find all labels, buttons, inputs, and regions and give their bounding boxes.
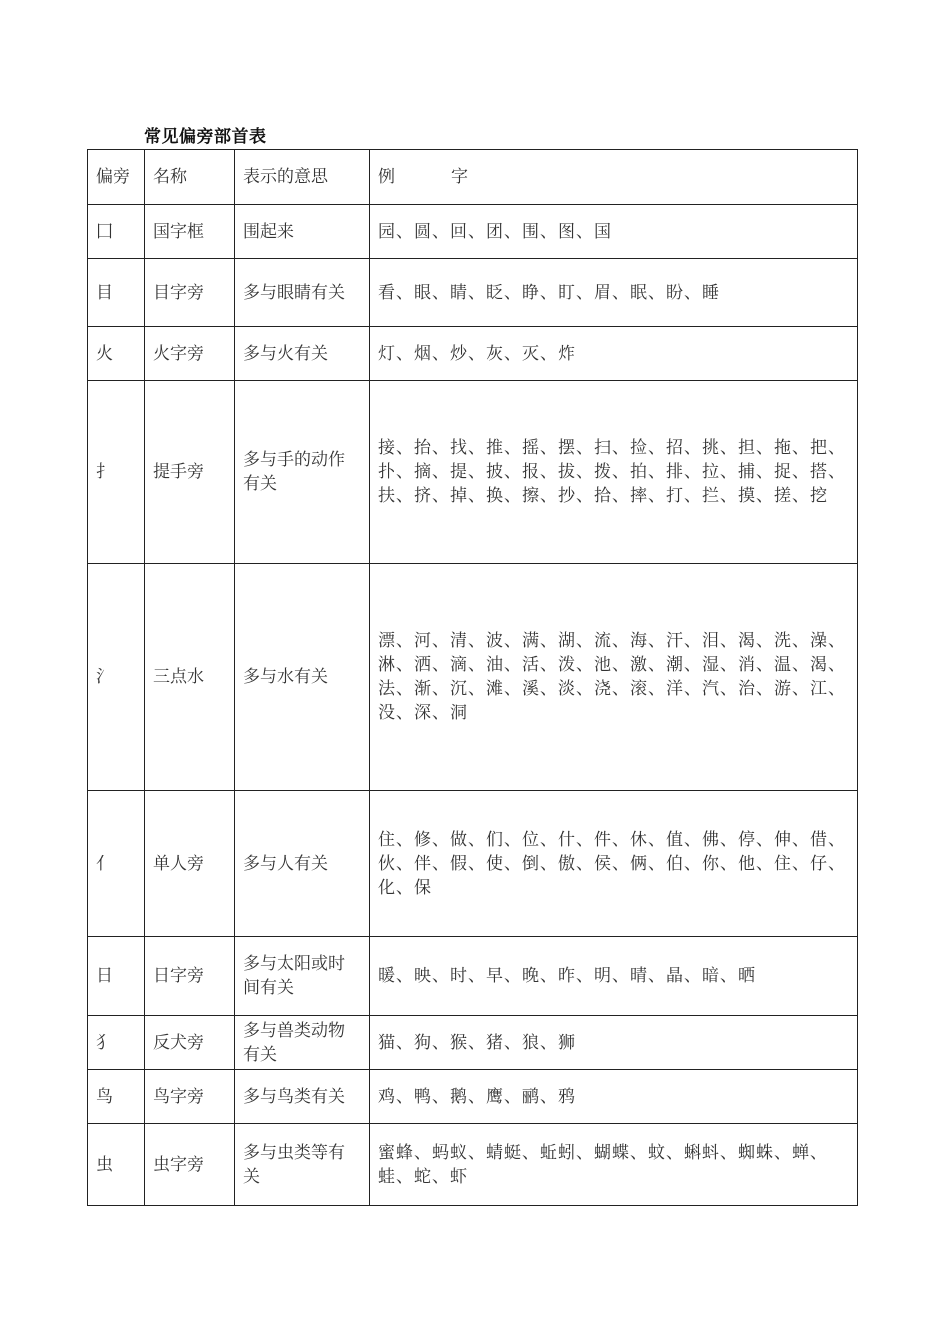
name-cell: 鸟字旁 xyxy=(145,1070,235,1124)
header-examples xyxy=(370,150,858,205)
table-header-row xyxy=(88,150,858,205)
examples-cell: 看、眼、睛、眨、睁、盯、眉、眠、盼、睡 xyxy=(370,259,858,327)
name-cell: 反犬旁 xyxy=(145,1016,235,1070)
examples-cell: 暖、映、时、早、晚、昨、明、晴、晶、暗、晒 xyxy=(370,937,858,1016)
radical-cell: 火 xyxy=(88,327,145,381)
meaning-cell: 多与人有关 xyxy=(235,791,370,937)
meaning-cell: 多与手的动作有关 xyxy=(235,381,370,564)
table-row xyxy=(88,327,858,381)
name-cell: 提手旁 xyxy=(145,381,235,564)
meaning-cell: 多与兽类动物有关 xyxy=(235,1016,370,1070)
name-cell: 单人旁 xyxy=(145,791,235,937)
radical-cell: 目 xyxy=(88,259,145,327)
examples-cell: 园、圆、回、团、围、图、国 xyxy=(370,205,858,259)
radical-cell: 犭 xyxy=(88,1016,145,1070)
meaning-cell: 多与眼睛有关 xyxy=(235,259,370,327)
table-row xyxy=(88,259,858,327)
examples-cell: 猫、狗、猴、猪、狼、狮 xyxy=(370,1016,858,1070)
examples-cell: 蜜蜂、蚂蚁、蜻蜓、蚯蚓、蝴蝶、蚊、蝌蚪、蜘蛛、蝉、蛙、蛇、虾 xyxy=(370,1124,858,1206)
examples-cell: 接、抬、找、推、摇、摆、扫、捡、招、挑、担、拖、把、扑、摘、提、披、报、拔、拨、拍、排、拉、捕、捉、搭、扶、挤、掉、换、擦、抄、拾、摔、打、拦、摸、搓、挖 xyxy=(370,381,858,564)
header-radical: 偏旁 xyxy=(88,150,145,205)
radicals-table xyxy=(87,149,858,1206)
radical-cell: 虫 xyxy=(88,1124,145,1206)
meaning-cell: 多与鸟类有关 xyxy=(235,1070,370,1124)
name-cell: 三点水 xyxy=(145,564,235,791)
name-cell: 虫字旁 xyxy=(145,1124,235,1206)
header-meaning: 表示的意思 xyxy=(235,150,370,205)
meaning-cell: 多与太阳或时间有关 xyxy=(235,937,370,1016)
header-name: 名称 xyxy=(145,150,235,205)
examples-cell: 鸡、鸭、鹅、鹰、鹂、鸦 xyxy=(370,1070,858,1124)
meaning-cell: 围起来 xyxy=(235,205,370,259)
examples-cell: 灯、烟、炒、灰、灭、炸 xyxy=(370,327,858,381)
table-row xyxy=(88,564,858,791)
radical-cell: 亻 xyxy=(88,791,145,937)
table-row xyxy=(88,205,858,259)
name-cell: 目字旁 xyxy=(145,259,235,327)
table-row xyxy=(88,791,858,937)
page-title: 常见偏旁部首表 xyxy=(144,127,267,147)
meaning-cell: 多与水有关 xyxy=(235,564,370,791)
radical-cell: 氵 xyxy=(88,564,145,791)
table-row xyxy=(88,1124,858,1206)
header-examples-part-2: 字 xyxy=(451,167,468,187)
table-row xyxy=(88,381,858,564)
radical-cell: 鸟 xyxy=(88,1070,145,1124)
table-row xyxy=(88,1070,858,1124)
meaning-cell: 多与火有关 xyxy=(235,327,370,381)
name-cell: 火字旁 xyxy=(145,327,235,381)
table-row xyxy=(88,937,858,1016)
examples-cell: 漂、河、清、波、满、湖、流、海、汗、泪、渴、洗、澡、淋、洒、滴、油、活、泼、池、激、潮、湿、消、温、渴、法、渐、沉、滩、溪、淡、浇、滚、洋、汽、治、游、江、没、深、洞 xyxy=(370,564,858,791)
table-row xyxy=(88,1016,858,1070)
name-cell: 国字框 xyxy=(145,205,235,259)
name-cell: 日字旁 xyxy=(145,937,235,1016)
radical-cell: 日 xyxy=(88,937,145,1016)
meaning-cell: 多与虫类等有关 xyxy=(235,1124,370,1206)
radical-cell: 扌 xyxy=(88,381,145,564)
examples-cell: 住、修、做、们、位、什、件、休、值、佛、停、伸、借、伙、伴、假、使、倒、傲、侯、俩、伯、你、他、住、仔、化、保 xyxy=(370,791,858,937)
radical-cell: 囗 xyxy=(88,205,145,259)
header-examples-part-1: 例 xyxy=(378,167,395,187)
